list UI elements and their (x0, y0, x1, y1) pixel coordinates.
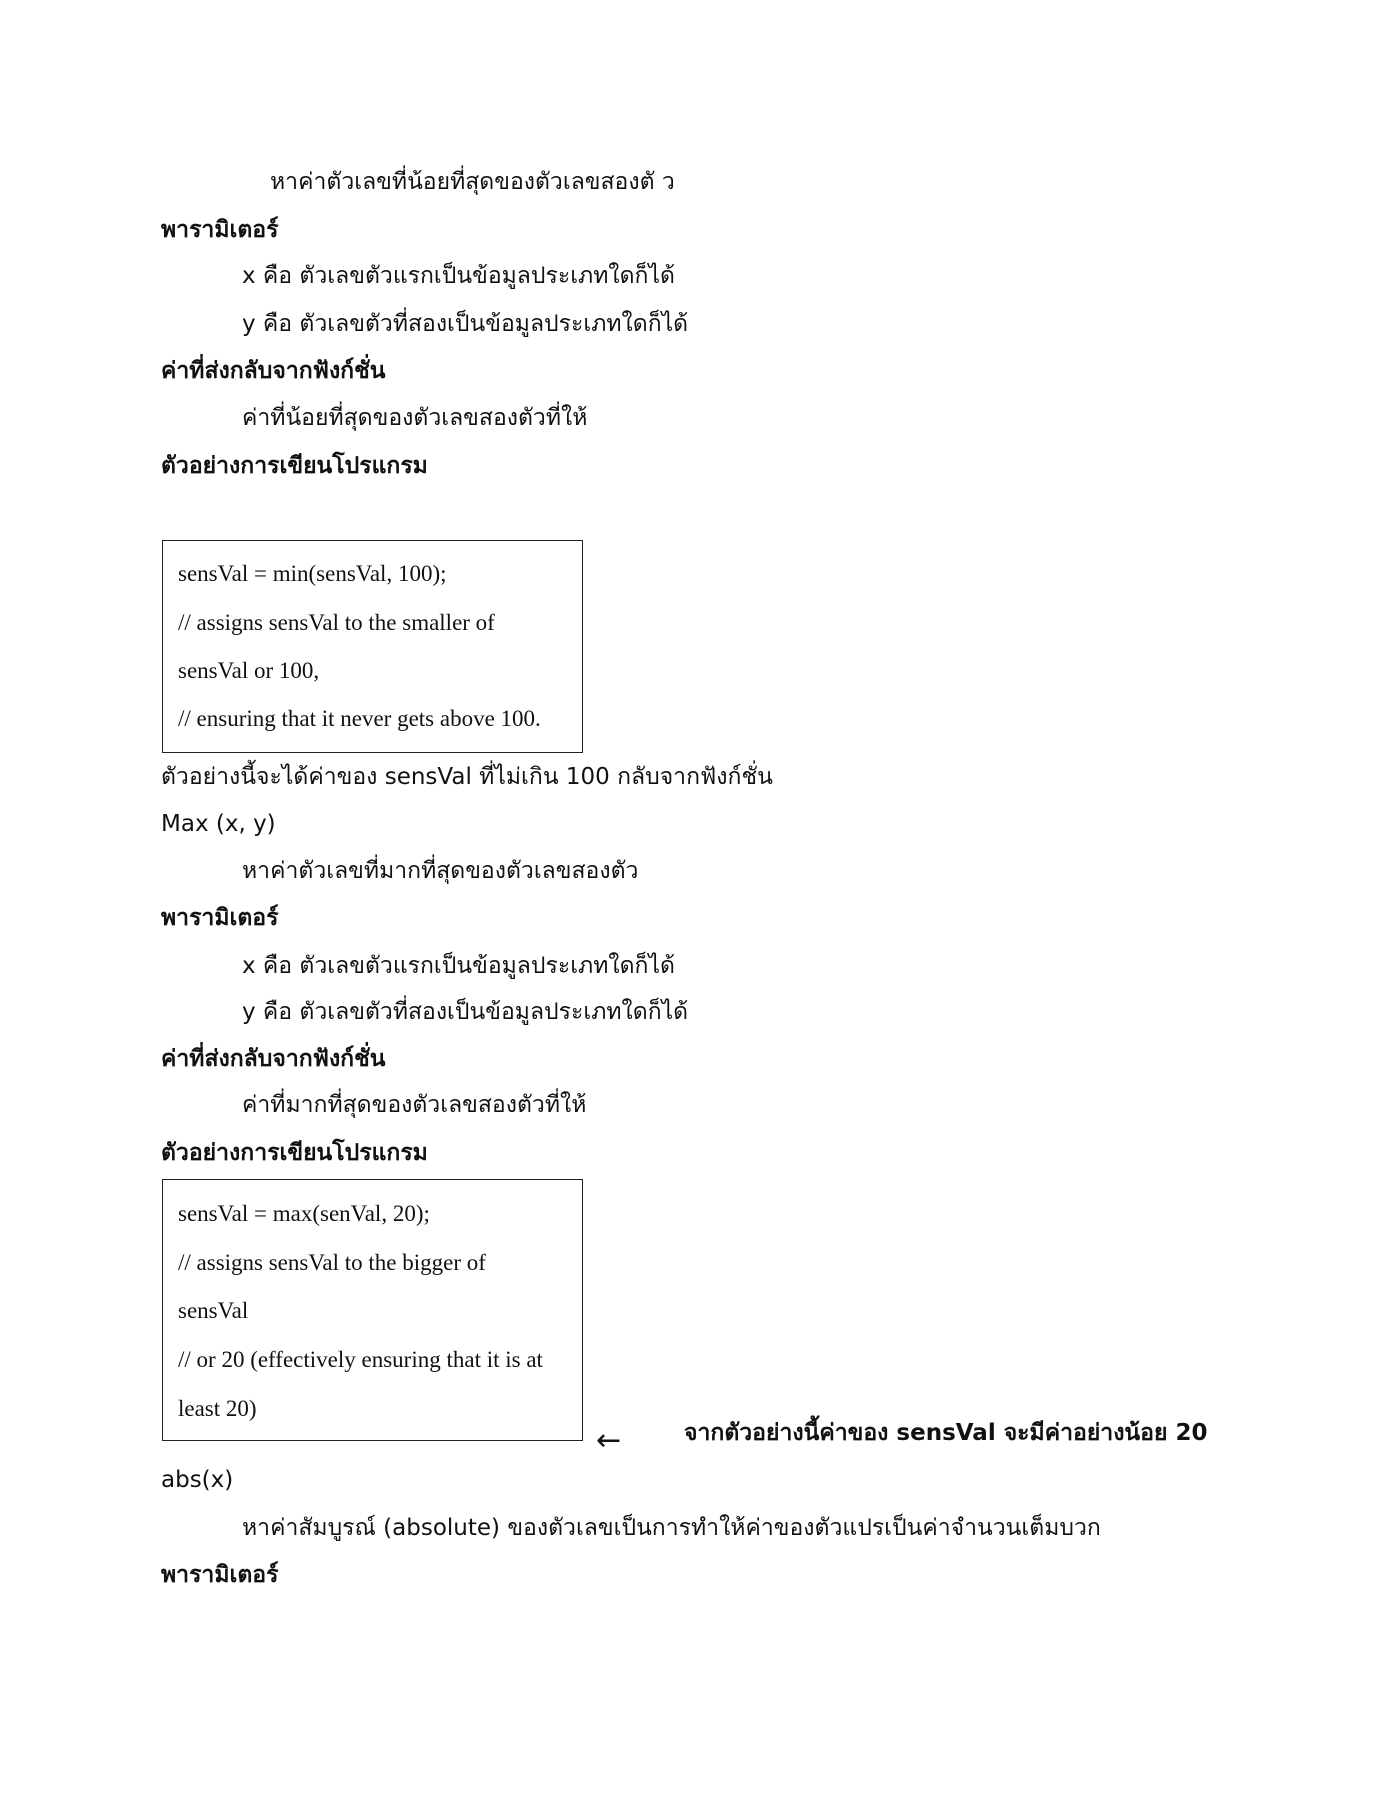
max-description: หาค่าตัวเลขที่มากที่สุดของตัวเลขสองตัว (242, 858, 639, 884)
code-line: // or 20 (effectively ensuring that it is at (178, 1347, 543, 1372)
max-title: Max (x, y) (161, 811, 276, 837)
code-line: least 20) (178, 1396, 257, 1421)
max-note: จากตัวอย่างนี้ค่าของ sensVal จะมีค่าอย่างน้อย 20 (684, 1420, 1208, 1446)
min-params-heading: พารามิเตอร์ (161, 217, 279, 243)
min-example-heading: ตัวอย่างการเขียนโปรแกรม (161, 453, 428, 479)
max-param-x: x คือ ตัวเลขตัวแรกเป็นข้อมูลประเภทใดก็ได้ (242, 953, 675, 979)
abs-params-heading: พารามิเตอร์ (161, 1562, 279, 1588)
code-line: // assigns sensVal to the smaller of (178, 610, 495, 635)
code-line: sensVal (178, 1298, 249, 1323)
code-line: // assigns sensVal to the bigger of (178, 1250, 486, 1275)
max-return-heading: ค่าที่ส่งกลับจากฟังก์ชั่น (161, 1046, 386, 1072)
code-line: sensVal = min(sensVal, 100); (178, 561, 447, 586)
min-description: หาค่าตัวเลขที่น้อยที่สุดของตัวเลขสองตั ว (270, 169, 675, 195)
abs-description: หาค่าสัมบูรณ์ (absolute) ของตัวเลขเป็นการทำให้ค่าของตัวแปรเป็นค่าจำนวนเต็มบวก (242, 1515, 1101, 1541)
max-params-heading: พารามิเตอร์ (161, 905, 279, 931)
min-param-x: x คือ ตัวเลขตัวแรกเป็นข้อมูลประเภทใดก็ได้ (242, 263, 675, 289)
max-return-desc: ค่าที่มากที่สุดของตัวเลขสองตัวที่ให้ (242, 1092, 587, 1118)
code-line: sensVal = max(senVal, 20); (178, 1201, 430, 1226)
max-example-heading: ตัวอย่างการเขียนโปรแกรม (161, 1140, 428, 1166)
abs-title: abs(x) (161, 1467, 234, 1493)
left-arrow-icon: ← (596, 1423, 622, 1458)
code-line: // ensuring that it never gets above 100. (178, 706, 541, 731)
min-return-heading: ค่าที่ส่งกลับจากฟังก์ชั่น (161, 358, 386, 384)
min-note: ตัวอย่างนี้จะได้ค่าของ sensVal ที่ไม่เกิน 100 กลับจากฟังก์ชั่น (161, 764, 773, 790)
min-param-y: y คือ ตัวเลขตัวที่สองเป็นข้อมูลประเภทใดก็ได้ (242, 311, 689, 337)
min-return-desc: ค่าที่น้อยที่สุดของตัวเลขสองตัวที่ให้ (242, 405, 588, 431)
max-param-y: y คือ ตัวเลขตัวที่สองเป็นข้อมูลประเภทใดก็ได้ (242, 999, 689, 1025)
code-line: sensVal or 100, (178, 658, 320, 683)
